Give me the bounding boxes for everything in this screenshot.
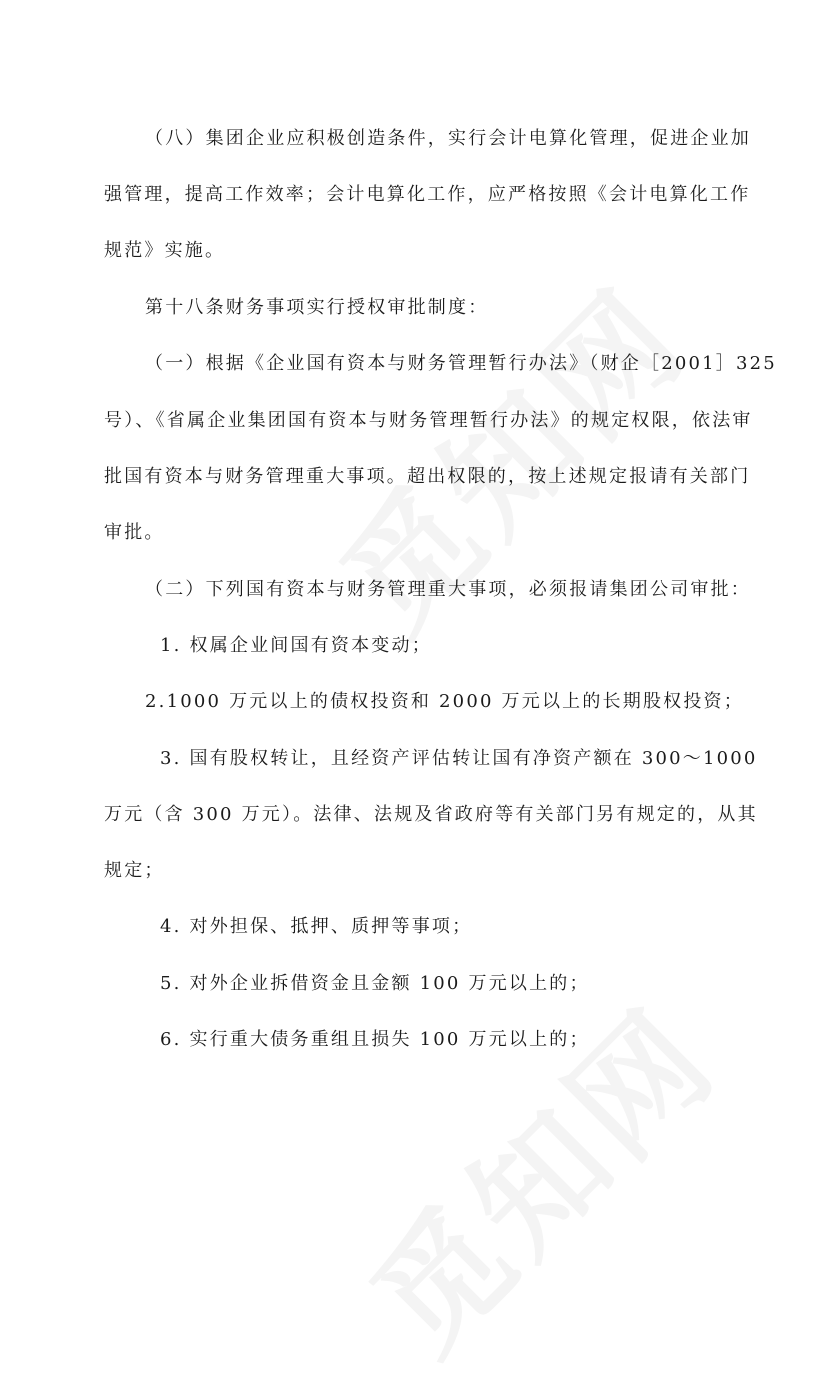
list-item-3-line-3: 规定； bbox=[104, 860, 165, 881]
list-item-5: 5. 对外企业拆借资金且金额 100 万元以上的； bbox=[160, 973, 590, 994]
paragraph-8-line-1: （八）集团企业应积极创造条件，实行会计电算化管理，促进企业加 bbox=[145, 128, 751, 149]
article-18-heading: 第十八条财务事项实行授权审批制度： bbox=[145, 297, 489, 318]
paragraph-1-line-4: 审批。 bbox=[104, 522, 165, 543]
paragraph-8-line-2: 强管理，提高工作效率；会计电算化工作，应严格按照《会计电算化工作 bbox=[104, 184, 751, 205]
paragraph-1-line-2: 号）、《省属企业集团国有资本与财务管理暂行办法》的规定权限，依法审 bbox=[104, 410, 753, 431]
list-item-3-line-1: 3. 国有股权转让，且经资产评估转让国有净资产额在 300～1000 bbox=[160, 748, 758, 769]
list-item-4: 4. 对外担保、抵押、质押等事项； bbox=[160, 916, 473, 937]
paragraph-1-line-3: 批国有资本与财务管理重大事项。超出权限的，按上述规定报请有关部门 bbox=[104, 466, 751, 487]
paragraph-1-line-1: （一）根据《企业国有资本与财务管理暂行办法》（财企［2001］325 bbox=[145, 353, 777, 374]
list-item-2: 2.1000 万元以上的债权投资和 2000 万元以上的长期股权投资； bbox=[145, 691, 744, 712]
list-item-1: 1. 权属企业间国有资本变动； bbox=[160, 635, 432, 656]
list-item-6: 6. 实行重大债务重组且损失 100 万元以上的； bbox=[160, 1029, 590, 1050]
paragraph-2-heading: （二）下列国有资本与财务管理重大事项，必须报请集团公司审批： bbox=[145, 579, 751, 600]
list-item-3-line-2: 万元（含 300 万元）。法律、法规及省政府等有关部门另有规定的，从其 bbox=[104, 804, 758, 825]
paragraph-8-line-3: 规范》实施。 bbox=[104, 240, 226, 261]
